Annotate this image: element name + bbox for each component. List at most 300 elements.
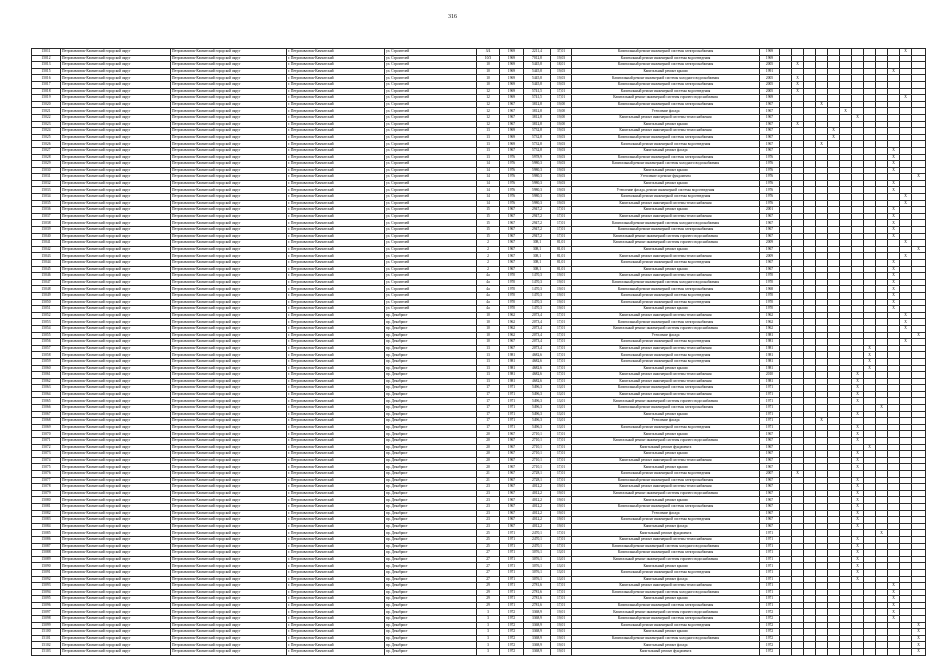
build-year-cell: 1971 — [500, 536, 524, 543]
schedule-mark-cell — [840, 128, 852, 135]
street-cell: ул. Строителей — [385, 220, 477, 227]
schedule-mark-cell — [864, 88, 876, 95]
work-type-cell: Капитальный ремонт инженерной системы водоотведения — [572, 55, 760, 62]
schedule-mark-cell — [876, 227, 888, 234]
municipality-cell: Петропавловск-Камчатский городской округ — [61, 101, 171, 108]
schedule-mark-cell — [804, 154, 816, 161]
municipality-cell: Петропавловск-Камчатский городской округ — [61, 510, 171, 517]
schedule-mark-cell — [804, 411, 816, 418]
house-number-cell: 14 — [477, 180, 500, 187]
schedule-mark-cell: X — [912, 332, 926, 339]
schedule-mark-cell: X — [852, 391, 864, 398]
schedule-mark-cell — [804, 174, 816, 181]
schedule-mark-cell — [876, 121, 888, 128]
schedule-mark-cell — [852, 128, 864, 135]
house-number-cell: 12 — [477, 88, 500, 95]
city-cell: г. Петропавловск-Камчатский — [287, 279, 385, 286]
municipality-cell: Петропавловск-Камчатский городской округ — [61, 161, 171, 168]
municipality-cell: Петропавловск-Камчатский городской округ — [61, 405, 171, 412]
municipality-cell: Петропавловск-Камчатский городской округ — [61, 121, 171, 128]
schedule-mark-cell — [840, 114, 852, 121]
street-cell: ул. Строителей — [385, 95, 477, 102]
row-number-cell: 15088 — [32, 550, 61, 557]
schedule-mark-cell: X — [888, 306, 900, 313]
schedule-mark-cell — [804, 477, 816, 484]
table-row — [32, 391, 926, 398]
schedule-mark-cell — [828, 154, 840, 161]
schedule-mark-cell — [900, 642, 912, 649]
schedule-mark-cell — [864, 319, 876, 326]
schedule-mark-cell — [876, 161, 888, 168]
row-number-cell: 15095 — [32, 596, 61, 603]
schedule-mark-cell — [876, 154, 888, 161]
schedule-mark-cell — [840, 101, 852, 108]
schedule-mark-cell — [780, 649, 792, 656]
municipality-cell: Петропавловск-Камчатский городской округ — [61, 299, 171, 306]
schedule-mark-cell — [780, 108, 792, 115]
schedule-mark-cell — [840, 497, 852, 504]
schedule-mark-cell — [828, 174, 840, 181]
schedule-mark-cell — [864, 543, 876, 550]
area-cell: 2710,1 — [524, 431, 551, 438]
schedule-mark-cell — [804, 523, 816, 530]
city-cell: г. Петропавловск-Камчатский — [287, 75, 385, 82]
schedule-mark-cell — [804, 246, 816, 253]
municipality-cell: Петропавловск-Камчатский городской округ — [61, 536, 171, 543]
schedule-mark-cell — [900, 523, 912, 530]
schedule-mark-cell — [792, 477, 804, 484]
build-year-cell: 1969 — [500, 49, 524, 56]
schedule-mark-cell: X — [888, 233, 900, 240]
schedule-mark-cell — [780, 299, 792, 306]
schedule-mark-cell — [804, 128, 816, 135]
schedule-mark-cell — [852, 108, 864, 115]
schedule-mark-cell — [912, 431, 926, 438]
schedule-mark-cell — [840, 306, 852, 313]
schedule-mark-cell — [816, 569, 828, 576]
table-row — [32, 161, 926, 168]
city-cell: г. Петропавловск-Камчатский — [287, 431, 385, 438]
schedule-mark-cell — [864, 161, 876, 168]
cost-cell: 17,01 — [551, 438, 572, 445]
schedule-mark-cell — [888, 424, 900, 431]
last-repair-year-cell: 1970 — [760, 299, 780, 306]
schedule-mark-cell — [780, 391, 792, 398]
house-number-cell: 14 — [477, 167, 500, 174]
schedule-mark-cell — [864, 616, 876, 623]
city-cell: г. Петропавловск-Камчатский — [287, 147, 385, 154]
cost-cell: 17,01 — [551, 95, 572, 102]
schedule-mark-cell — [792, 451, 804, 458]
schedule-mark-cell — [792, 194, 804, 201]
street-cell: пр. Декабрист — [385, 642, 477, 649]
settlement-cell: Петропавловск-Камчатский городской округ — [171, 431, 287, 438]
settlement-cell: Петропавловск-Камчатский городской округ — [171, 75, 287, 82]
cost-cell: 17,01 — [551, 583, 572, 590]
work-type-cell: Капитальный ремонт инженерной системы электроснабжения — [572, 550, 760, 557]
schedule-mark-cell — [888, 114, 900, 121]
schedule-mark-cell — [828, 629, 840, 636]
house-number-cell: 25 — [477, 530, 500, 537]
last-repair-year-cell: 1962 — [760, 319, 780, 326]
street-cell: пр. Декабрист — [385, 325, 477, 332]
schedule-mark-cell — [780, 312, 792, 319]
build-year-cell: 1967 — [500, 227, 524, 234]
schedule-mark-cell — [852, 299, 864, 306]
city-cell: г. Петропавловск-Камчатский — [287, 319, 385, 326]
schedule-mark-cell — [888, 451, 900, 458]
schedule-mark-cell — [876, 477, 888, 484]
last-repair-year-cell: 1981 — [760, 339, 780, 346]
schedule-mark-cell — [828, 464, 840, 471]
street-cell: пр. Декабрист — [385, 391, 477, 398]
schedule-mark-cell — [840, 556, 852, 563]
schedule-mark-cell — [912, 365, 926, 372]
build-year-cell: 1976 — [500, 161, 524, 168]
municipality-cell: Петропавловск-Камчатский городской округ — [61, 260, 171, 267]
municipality-cell: Петропавловск-Камчатский городской округ — [61, 616, 171, 623]
settlement-cell: Петропавловск-Камчатский городской округ — [171, 141, 287, 148]
work-type-cell: Капитальный ремонт инженерной системы электроснабжения — [572, 503, 760, 510]
schedule-mark-cell — [888, 358, 900, 365]
schedule-mark-cell — [840, 438, 852, 445]
table-row — [32, 187, 926, 194]
house-number-cell: 12 — [477, 95, 500, 102]
settlement-cell: Петропавловск-Камчатский городской округ — [171, 398, 287, 405]
row-number-cell: 15060 — [32, 365, 61, 372]
schedule-mark-cell — [900, 279, 912, 286]
schedule-mark-cell — [912, 128, 926, 135]
schedule-mark-cell — [828, 62, 840, 69]
schedule-mark-cell — [864, 418, 876, 425]
city-cell: г. Петропавловск-Камчатский — [287, 200, 385, 207]
house-number-cell: 25 — [477, 536, 500, 543]
schedule-mark-cell — [900, 81, 912, 88]
schedule-mark-cell — [840, 550, 852, 557]
schedule-mark-cell — [792, 325, 804, 332]
schedule-mark-cell — [792, 345, 804, 352]
schedule-mark-cell — [912, 517, 926, 524]
schedule-mark-cell: X — [852, 114, 864, 121]
schedule-mark-cell — [840, 411, 852, 418]
schedule-mark-cell — [864, 325, 876, 332]
house-number-cell: 3 — [477, 609, 500, 616]
schedule-mark-cell — [888, 95, 900, 102]
schedule-mark-cell — [780, 457, 792, 464]
schedule-mark-cell — [780, 227, 792, 234]
schedule-mark-cell — [888, 622, 900, 629]
schedule-mark-cell: X — [888, 609, 900, 616]
schedule-mark-cell — [828, 194, 840, 201]
table-row — [32, 523, 926, 530]
settlement-cell: Петропавловск-Камчатский городской округ — [171, 299, 287, 306]
schedule-mark-cell — [828, 536, 840, 543]
cost-cell: 17,01 — [551, 457, 572, 464]
municipality-cell: Петропавловск-Камчатский городской округ — [61, 213, 171, 220]
street-cell: пр. Декабрист — [385, 576, 477, 583]
schedule-mark-cell — [792, 233, 804, 240]
cost-cell: 17,01 — [551, 431, 572, 438]
schedule-mark-cell — [912, 372, 926, 379]
city-cell: г. Петропавловск-Камчатский — [287, 312, 385, 319]
area-cell: 3368,9 — [524, 649, 551, 656]
cost-cell: 81,01 — [551, 260, 572, 267]
house-number-cell: 10 — [477, 332, 500, 339]
schedule-mark-cell — [780, 339, 792, 346]
work-type-cell: Капитальный ремонт инженерной системы водоотведения — [572, 352, 760, 359]
schedule-mark-cell — [780, 286, 792, 293]
city-cell: г. Петропавловск-Камчатский — [287, 503, 385, 510]
street-cell: ул. Строителей — [385, 207, 477, 214]
schedule-mark-cell — [900, 569, 912, 576]
schedule-mark-cell — [828, 180, 840, 187]
last-repair-year-cell: 1971 — [760, 589, 780, 596]
build-year-cell: 1976 — [500, 174, 524, 181]
schedule-mark-cell — [876, 649, 888, 656]
schedule-mark-cell — [864, 596, 876, 603]
schedule-mark-cell — [828, 345, 840, 352]
area-cell: 5980,3 — [524, 180, 551, 187]
schedule-mark-cell — [780, 464, 792, 471]
house-number-cell: 10 — [477, 75, 500, 82]
schedule-mark-cell — [888, 378, 900, 385]
schedule-mark-cell — [840, 536, 852, 543]
schedule-mark-cell — [840, 352, 852, 359]
area-cell: 4682,6 — [524, 358, 551, 365]
schedule-mark-cell — [840, 200, 852, 207]
schedule-mark-cell — [840, 233, 852, 240]
schedule-mark-cell — [804, 609, 816, 616]
table-row — [32, 385, 926, 392]
house-number-cell: 14 — [477, 161, 500, 168]
row-number-cell: 15066 — [32, 405, 61, 412]
schedule-mark-cell — [852, 649, 864, 656]
schedule-mark-cell — [876, 635, 888, 642]
cost-cell: 17,01 — [551, 319, 572, 326]
house-number-cell: 14 — [477, 187, 500, 194]
settlement-cell: Петропавловск-Камчатский городской округ — [171, 517, 287, 524]
schedule-mark-cell — [876, 517, 888, 524]
schedule-mark-cell — [780, 431, 792, 438]
settlement-cell: Петропавловск-Камчатский городской округ — [171, 602, 287, 609]
schedule-mark-cell: X — [816, 418, 828, 425]
area-cell: 5980,3 — [524, 167, 551, 174]
settlement-cell: Петропавловск-Камчатский городской округ — [171, 246, 287, 253]
table-row — [32, 260, 926, 267]
schedule-mark-cell — [816, 576, 828, 583]
schedule-mark-cell — [792, 299, 804, 306]
schedule-mark-cell — [852, 147, 864, 154]
schedule-mark-cell — [840, 477, 852, 484]
schedule-mark-cell — [828, 240, 840, 247]
build-year-cell: 1971 — [500, 411, 524, 418]
schedule-mark-cell — [876, 385, 888, 392]
schedule-mark-cell — [876, 299, 888, 306]
schedule-mark-cell — [804, 464, 816, 471]
schedule-mark-cell — [816, 55, 828, 62]
cost-cell: 17,01 — [551, 339, 572, 346]
row-number-cell: 15013 — [32, 62, 61, 69]
work-type-cell: Утепление фасада — [572, 108, 760, 115]
schedule-mark-cell — [852, 596, 864, 603]
build-year-cell: 1967 — [500, 108, 524, 115]
schedule-mark-cell — [780, 154, 792, 161]
municipality-cell: Петропавловск-Камчатский городской округ — [61, 279, 171, 286]
schedule-mark-cell — [900, 213, 912, 220]
schedule-mark-cell — [900, 471, 912, 478]
build-year-cell: 1969 — [500, 141, 524, 148]
schedule-mark-cell — [816, 391, 828, 398]
work-type-cell: Капитальный ремонт инженерной системы электроснабжения — [572, 227, 760, 234]
house-number-cell: 13 — [477, 372, 500, 379]
schedule-mark-cell — [804, 622, 816, 629]
street-cell: пр. Декабрист — [385, 543, 477, 550]
street-cell: пр. Декабрист — [385, 378, 477, 385]
last-repair-year-cell: 1967 — [760, 438, 780, 445]
schedule-mark-cell — [852, 602, 864, 609]
work-type-cell: Капитальный ремонт инженерной системы электроснабжения — [572, 385, 760, 392]
schedule-mark-cell — [792, 266, 804, 273]
last-repair-year-cell: 1967 — [760, 213, 780, 220]
area-cell: 2073,4 — [524, 339, 551, 346]
house-number-cell: 13 — [477, 134, 500, 141]
schedule-mark-cell — [888, 510, 900, 517]
settlement-cell: Петропавловск-Камчатский городской округ — [171, 457, 287, 464]
municipality-cell: Петропавловск-Камчатский городской округ — [61, 503, 171, 510]
schedule-mark-cell — [792, 200, 804, 207]
municipality-cell: Петропавловск-Камчатский городской округ — [61, 220, 171, 227]
municipality-cell: Петропавловск-Камчатский городской округ — [61, 154, 171, 161]
row-number-cell: 15061 — [32, 372, 61, 379]
work-type-cell: Капитальный ремонт инженерной системы электроснабжения — [572, 477, 760, 484]
schedule-mark-cell — [804, 161, 816, 168]
schedule-mark-cell — [828, 227, 840, 234]
settlement-cell: Петропавловск-Камчатский городской округ — [171, 108, 287, 115]
schedule-mark-cell — [828, 121, 840, 128]
cost-cell: 13,01 — [551, 385, 572, 392]
area-cell: 4012,2 — [524, 490, 551, 497]
row-number-cell: 15053 — [32, 319, 61, 326]
area-cell: 308,1 — [524, 260, 551, 267]
schedule-mark-cell — [804, 635, 816, 642]
house-number-cell: 2 — [477, 253, 500, 260]
schedule-mark-cell — [828, 339, 840, 346]
row-number-cell: 15036 — [32, 207, 61, 214]
schedule-mark-cell — [864, 510, 876, 517]
schedule-mark-cell — [792, 536, 804, 543]
schedule-mark-cell — [816, 497, 828, 504]
schedule-mark-cell — [780, 240, 792, 247]
schedule-mark-cell: X — [852, 563, 864, 570]
schedule-mark-cell — [804, 576, 816, 583]
row-number-cell: 15050 — [32, 299, 61, 306]
schedule-mark-cell — [816, 246, 828, 253]
table-row — [32, 642, 926, 649]
schedule-mark-cell — [876, 365, 888, 372]
row-number-cell: 15031 — [32, 174, 61, 181]
municipality-cell: Петропавловск-Камчатский городской округ — [61, 438, 171, 445]
table-row — [32, 128, 926, 135]
schedule-mark-cell — [876, 141, 888, 148]
work-type-cell: Капитальный ремонт фундамента — [572, 530, 760, 537]
build-year-cell: 1971 — [500, 398, 524, 405]
schedule-mark-cell — [828, 273, 840, 280]
schedule-mark-cell — [876, 134, 888, 141]
area-cell: 4012,2 — [524, 503, 551, 510]
schedule-mark-cell — [900, 154, 912, 161]
area-cell: 3076,1 — [524, 556, 551, 563]
cost-cell: 17,01 — [551, 207, 572, 214]
schedule-mark-cell — [912, 477, 926, 484]
last-repair-year-cell: 1972 — [760, 642, 780, 649]
schedule-mark-cell — [876, 81, 888, 88]
schedule-mark-cell — [864, 68, 876, 75]
schedule-mark-cell — [900, 418, 912, 425]
settlement-cell: Петропавловск-Камчатский городской округ — [171, 556, 287, 563]
schedule-mark-cell — [804, 517, 816, 524]
schedule-mark-cell — [840, 273, 852, 280]
schedule-mark-cell — [816, 464, 828, 471]
city-cell: г. Петропавловск-Камчатский — [287, 372, 385, 379]
schedule-mark-cell — [912, 81, 926, 88]
area-cell: 2781,6 — [524, 589, 551, 596]
house-number-cell: 23 — [477, 523, 500, 530]
schedule-mark-cell: X — [852, 398, 864, 405]
last-repair-year-cell: 1991 — [760, 68, 780, 75]
schedule-mark-cell — [888, 444, 900, 451]
schedule-mark-cell — [888, 457, 900, 464]
schedule-mark-cell — [792, 365, 804, 372]
schedule-mark-cell — [792, 292, 804, 299]
city-cell: г. Петропавловск-Камчатский — [287, 563, 385, 570]
schedule-mark-cell — [852, 81, 864, 88]
schedule-mark-cell — [912, 62, 926, 69]
area-cell: 3812,8 — [524, 114, 551, 121]
schedule-mark-cell — [864, 134, 876, 141]
schedule-mark-cell: X — [852, 438, 864, 445]
schedule-mark-cell — [864, 187, 876, 194]
last-repair-year-cell: 2007 — [760, 471, 780, 478]
last-repair-year-cell: 2010 — [760, 372, 780, 379]
schedule-mark-cell — [852, 444, 864, 451]
last-repair-year-cell: 1971 — [760, 411, 780, 418]
area-cell: 5732,8 — [524, 147, 551, 154]
schedule-mark-cell — [780, 88, 792, 95]
last-repair-year-cell: 1971 — [760, 550, 780, 557]
city-cell: г. Петропавловск-Камчатский — [287, 602, 385, 609]
schedule-mark-cell: X — [900, 95, 912, 102]
settlement-cell: Петропавловск-Камчатский городской округ — [171, 180, 287, 187]
work-type-cell: Капитальный ремонт инженерной системы горячего водоснабжения — [572, 325, 760, 332]
schedule-mark-cell — [912, 306, 926, 313]
street-cell: ул. Строителей — [385, 49, 477, 56]
schedule-mark-cell: X — [852, 424, 864, 431]
schedule-mark-cell — [780, 477, 792, 484]
schedule-mark-cell — [900, 405, 912, 412]
schedule-mark-cell — [900, 576, 912, 583]
schedule-mark-cell — [804, 385, 816, 392]
street-cell: ул. Строителей — [385, 114, 477, 121]
schedule-mark-cell — [804, 629, 816, 636]
schedule-mark-cell — [780, 266, 792, 273]
schedule-mark-cell — [804, 75, 816, 82]
schedule-mark-cell — [816, 260, 828, 267]
schedule-mark-cell — [840, 503, 852, 510]
house-number-cell: 10/3 — [477, 55, 500, 62]
schedule-mark-cell — [780, 424, 792, 431]
work-type-cell: Утепление фасада — [572, 332, 760, 339]
municipality-cell: Петропавловск-Камчатский городской округ — [61, 95, 171, 102]
